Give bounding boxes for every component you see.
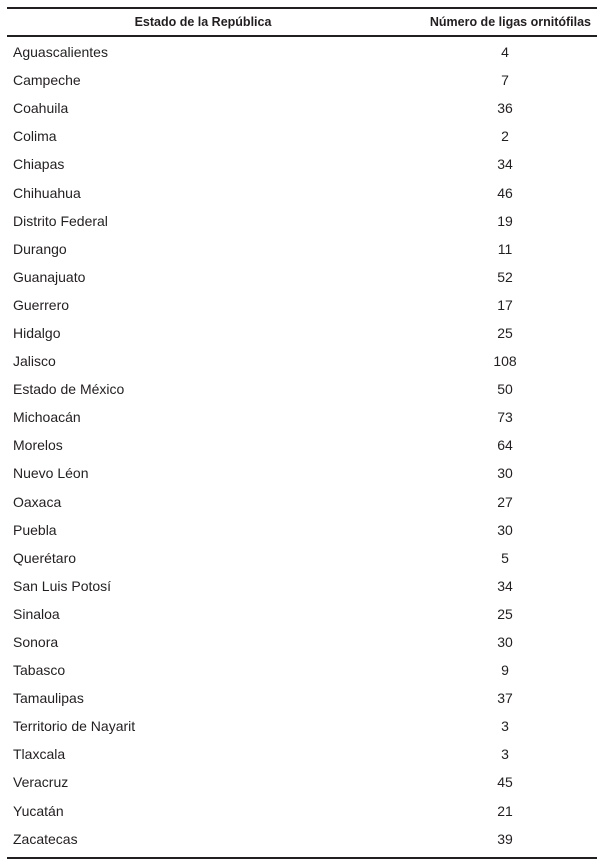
header-state: Estado de la República	[134, 15, 272, 29]
league-count: 30	[497, 465, 513, 482]
league-count: 30	[497, 634, 513, 651]
league-count: 3	[501, 718, 509, 735]
table-row	[7, 207, 597, 235]
table-row	[7, 347, 597, 375]
table-row	[7, 740, 597, 768]
league-count: 108	[493, 353, 517, 370]
state-name: Nuevo Léon	[13, 465, 89, 482]
state-name: Jalisco	[13, 353, 56, 370]
table-body	[7, 37, 597, 853]
state-name: Tlaxcala	[13, 746, 66, 763]
state-name: Colima	[13, 128, 57, 145]
league-count: 5	[501, 549, 509, 566]
state-name: Morelos	[13, 437, 63, 454]
state-name: Coahuila	[13, 100, 69, 117]
table-row	[7, 291, 597, 319]
state-name: Tabasco	[13, 662, 66, 679]
table-row	[7, 150, 597, 178]
state-name: Durango	[13, 240, 67, 257]
state-name: Chiapas	[13, 156, 65, 173]
state-name: Campeche	[13, 72, 81, 89]
table-row	[7, 768, 597, 796]
table-row	[7, 38, 597, 66]
table-row	[7, 235, 597, 263]
state-name: Territorio de Nayarit	[13, 718, 136, 735]
table-row	[7, 94, 597, 122]
table-row	[7, 600, 597, 628]
table-row	[7, 459, 597, 487]
table-header	[7, 9, 597, 37]
league-count: 4	[501, 44, 509, 61]
ornithophile-leagues-table	[7, 7, 597, 859]
state-name: Estado de México	[13, 381, 125, 398]
league-count: 46	[497, 184, 513, 201]
table-row	[7, 516, 597, 544]
league-count: 34	[497, 156, 513, 173]
league-count: 73	[497, 409, 513, 426]
table-row	[7, 825, 597, 853]
table-row	[7, 656, 597, 684]
league-count: 36	[497, 100, 513, 117]
state-name: Yucatán	[13, 802, 64, 819]
table-row	[7, 375, 597, 403]
table-row	[7, 797, 597, 825]
state-name: San Luis Potosí	[13, 577, 112, 594]
state-name: Sonora	[13, 634, 59, 651]
state-name: Sinaloa	[13, 605, 60, 622]
state-name: Michoacán	[13, 409, 81, 426]
state-name: Querétaro	[13, 549, 77, 566]
league-count: 19	[497, 212, 513, 229]
bottom-rule	[7, 857, 597, 859]
table-row	[7, 712, 597, 740]
state-name: Chihuahua	[13, 184, 81, 201]
state-name: Guerrero	[13, 296, 70, 313]
state-name: Hidalgo	[13, 324, 61, 341]
table-row	[7, 628, 597, 656]
league-count: 17	[497, 296, 513, 313]
state-name: Aguascalientes	[13, 44, 108, 61]
league-count: 45	[497, 774, 513, 791]
league-count: 27	[497, 493, 513, 510]
table-row	[7, 431, 597, 459]
league-count: 37	[497, 690, 513, 707]
state-name: Guanajuato	[13, 268, 86, 285]
table-row	[7, 544, 597, 572]
state-name: Zacatecas	[13, 830, 78, 847]
league-count: 21	[497, 802, 513, 819]
table-row	[7, 66, 597, 94]
table-row	[7, 178, 597, 206]
state-name: Veracruz	[13, 774, 69, 791]
league-count: 2	[501, 128, 509, 145]
league-count: 3	[501, 746, 509, 763]
state-name: Tamaulipas	[13, 690, 84, 707]
state-name: Distrito Federal	[13, 212, 108, 229]
league-count: 64	[497, 437, 513, 454]
league-count: 11	[497, 240, 513, 257]
league-count: 50	[497, 381, 513, 398]
table-row	[7, 263, 597, 291]
league-count: 7	[501, 72, 509, 89]
league-count: 34	[497, 577, 513, 594]
league-count: 30	[497, 521, 513, 538]
table-row	[7, 572, 597, 600]
state-name: Oaxaca	[13, 493, 62, 510]
league-count: 25	[497, 324, 513, 341]
state-name: Puebla	[13, 521, 57, 538]
header-count: Número de ligas ornitófilas	[429, 15, 591, 29]
table-row	[7, 684, 597, 712]
table-row	[7, 122, 597, 150]
league-count: 52	[497, 268, 513, 285]
league-count: 25	[497, 605, 513, 622]
table-row	[7, 488, 597, 516]
league-count: 39	[497, 830, 513, 847]
table-row	[7, 403, 597, 431]
table-row	[7, 319, 597, 347]
league-count: 9	[501, 662, 509, 679]
